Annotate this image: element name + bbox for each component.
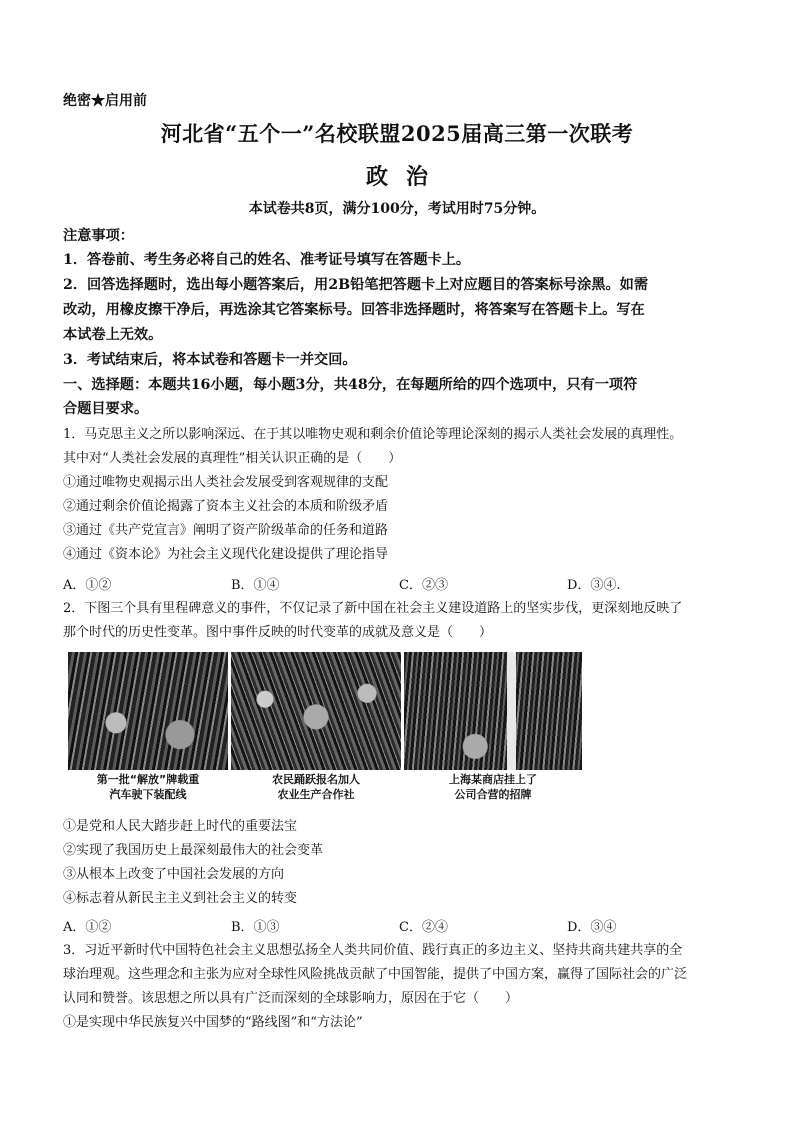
photo-caption: 农民踊跃报名加人 农业生产合作社: [272, 773, 360, 801]
photo-caption: 第一批“解放”牌载重 汽车驶下装配线: [96, 773, 200, 801]
q1-item: ③通过《共产党宣言》阐明了资产阶级革命的任务和道路: [63, 523, 389, 538]
q1-option-c[interactable]: C．②③: [399, 578, 448, 593]
section-heading: 一、选择题：本题共16小题，每小题3分，共48分，在每题所给的四个选项中，只有一项符: [63, 377, 638, 393]
q2-options: [63, 916, 743, 934]
photo-truck-image: [68, 652, 228, 770]
notice-heading: 注意事项：: [63, 228, 134, 244]
q1-option-a[interactable]: A．①②: [63, 578, 112, 593]
q2-item: ④标志着从新民主主义到社会主义的转变: [63, 891, 298, 906]
q3-item: ①是实现中华民族复兴中国梦的“路线图”和“方法论”: [63, 1015, 363, 1030]
q1-options: [63, 574, 743, 592]
q2-stem-cont: 那个时代的历史性变革。图中事件反映的时代变革的成就及意义是（ ）: [63, 625, 493, 640]
q2-item: ①是党和人民大踏步赶上时代的重要法宝: [63, 819, 298, 834]
photo-caption: 上海某商店挂上了 公司合营的招牌: [449, 773, 537, 801]
photo-farmers: [231, 652, 401, 804]
notice-line: 1．答卷前、考生务必将自己的姓名、准考证号填写在答题卡上。: [63, 252, 471, 268]
q2-option-b[interactable]: B．①③: [231, 920, 280, 935]
confidential-mark: 绝密★启用前: [63, 93, 147, 109]
section-heading-cont: 合题目要求。: [63, 401, 149, 417]
q2-option-c[interactable]: C．②④: [399, 920, 448, 935]
q3-stem-cont: 球治理观。这些理念和主张为应对全球性风险挑战贡献了中国智能，提供了中国方案，赢得了国际社会的广泛: [63, 967, 688, 982]
q3-stem: 3．习近平新时代中国特色社会主义思想弘扬全人类共同价值、践行真正的多边主义、坚持共商共建共享的全: [63, 943, 683, 958]
q2-option-d[interactable]: D．③④: [567, 920, 617, 935]
photo-farmers-image: [231, 652, 401, 770]
photo-truck: [68, 652, 228, 804]
q2-stem: 2．下图三个具有里程碑意义的事件，不仅记录了新中国在社会主义建设道路上的坚实步伐，更深刻地反映了: [63, 601, 683, 616]
q2-item: ②实现了我国历史上最深刻最伟大的社会变革: [63, 843, 324, 858]
photo-shop-image: [404, 652, 582, 770]
q1-stem-cont: 其中对“人类社会发展的真理性”相关认识正确的是（ ）: [63, 451, 402, 466]
q2-item: ③从根本上改变了中国社会发展的方向: [63, 867, 285, 882]
q2-photo-strip: [68, 652, 582, 804]
notice-line: 改动，用橡皮擦干净后，再选涂其它答案标号。回答非选择题时，将答案写在答题卡上。写在: [63, 302, 645, 318]
q3-stem-cont: 认同和赞誉。该思想之所以具有广泛而深刻的全球影响力，原因在于它（ ）: [63, 991, 519, 1006]
q1-stem: 1．马克思主义之所以影响深远、在于其以唯物史观和剩余价值论等理论深刻的揭示人类社会发展的真理性。: [63, 427, 683, 442]
exam-meta: 本试卷共8页，满分100分，考试用时75分钟。: [248, 201, 546, 217]
q1-item: ①通过唯物史观揭示出人类社会发展受到客观规律的支配: [63, 475, 389, 490]
q1-option-d[interactable]: D．③④.: [567, 578, 621, 593]
subject-title: 政治: [365, 164, 446, 190]
q1-option-b[interactable]: B．①④: [231, 578, 280, 593]
notice-line: 3．考试结束后，将本试卷和答题卡一并交回。: [63, 352, 357, 368]
exam-title: 河北省“五个一”名校联盟2025届高三第一次联考: [160, 121, 634, 146]
q1-item: ④通过《资本论》为社会主义现代化建设提供了理论指导: [63, 547, 389, 562]
notice-line: 本试卷上无效。: [63, 327, 163, 343]
q2-option-a[interactable]: A．①②: [63, 920, 112, 935]
photo-shop: [404, 652, 582, 804]
q1-item: ②通过剩余价值论揭露了资本主义社会的本质和阶级矛盾: [63, 499, 389, 514]
notice-line: 2．回答选择题时，选出每小题答案后，用2B铅笔把答题卡上对应题目的答案标号涂黑。如需: [63, 277, 649, 293]
